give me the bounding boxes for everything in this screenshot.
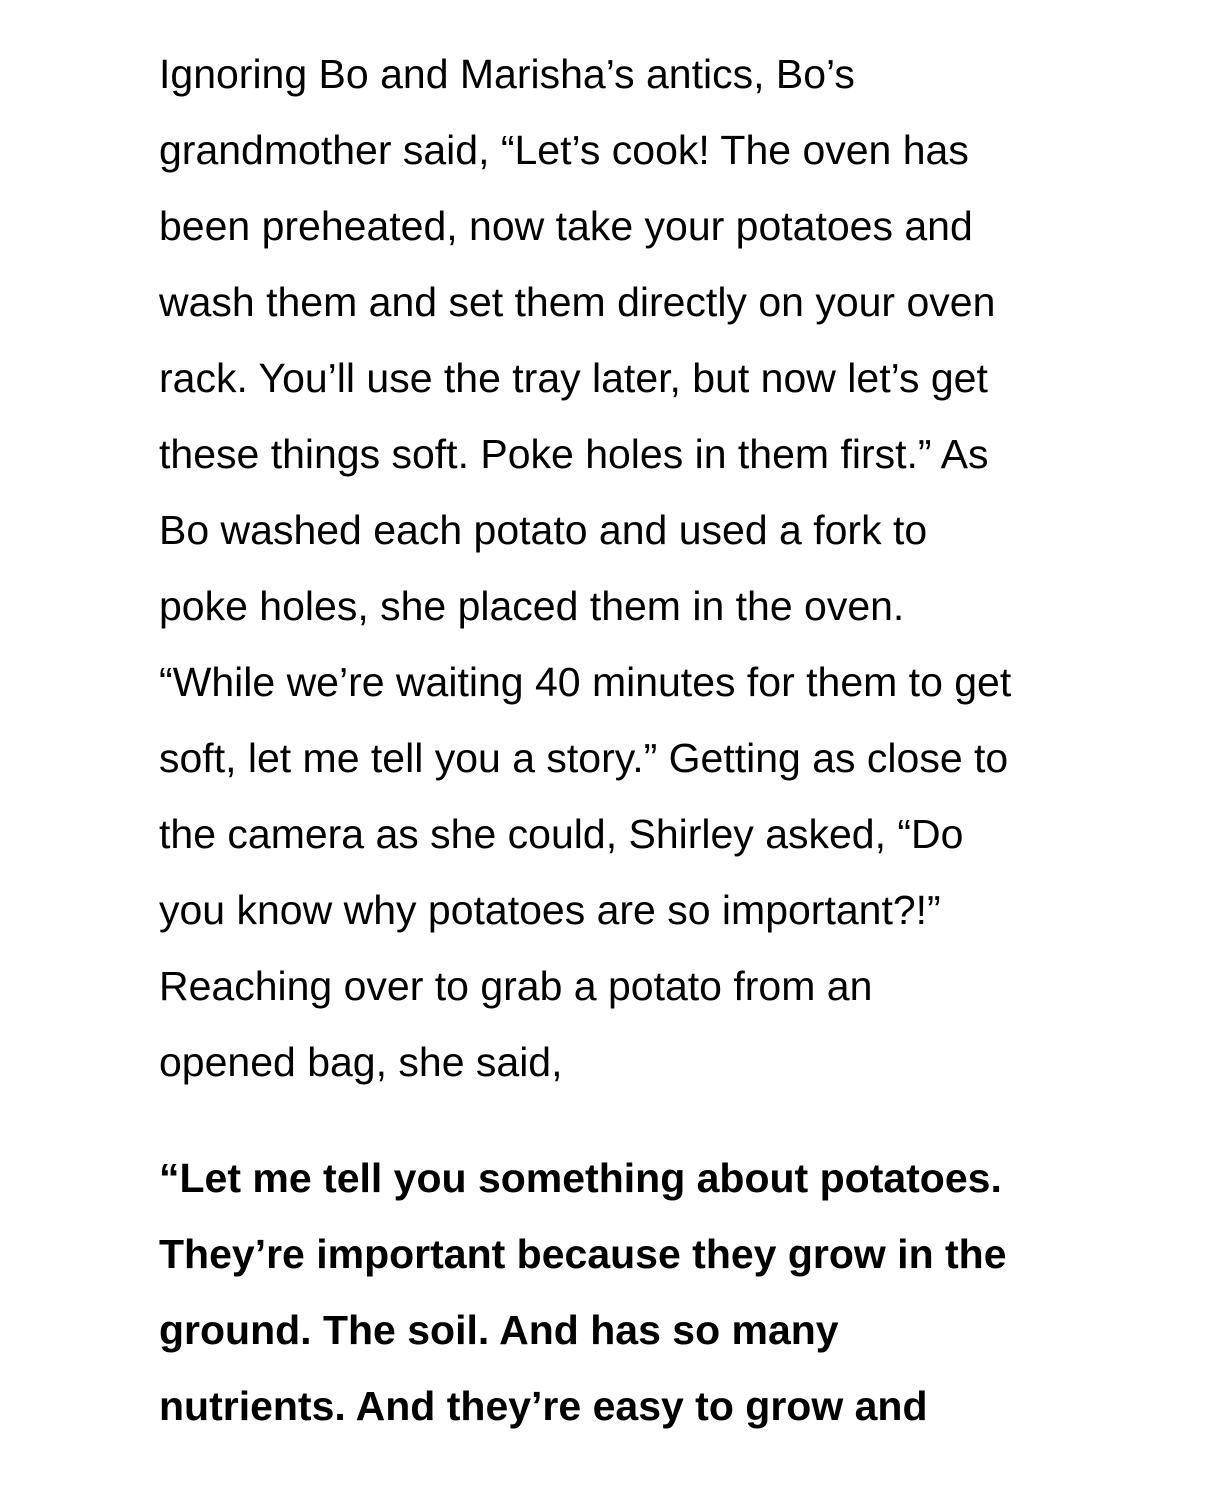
narrative-paragraph (159, 36, 1119, 1100)
text-line: been preheated, now take your potatoes and (159, 203, 973, 249)
text-line: nutrients. And they’re easy to grow and (159, 1383, 928, 1429)
text-line: Ignoring Bo and Marisha’s antics, Bo’s (159, 51, 855, 97)
text-line: “Let me tell you something about potatoes. (159, 1155, 1002, 1201)
text-line: Bo washed each potato and used a fork to (159, 507, 928, 553)
text-line: grandmother said, “Let’s cook! The oven has (159, 127, 969, 173)
text-line: these things soft. Poke holes in them first.” As (159, 431, 989, 477)
text-line: wash them and set them directly on your oven (159, 279, 996, 325)
text-line: poke holes, she placed them in the oven. (159, 583, 905, 629)
text-line: soft, let me tell you a story.” Getting as close to (159, 735, 1009, 781)
text-line: the camera as she could, Shirley asked, “Do (159, 811, 964, 857)
text-line: opened bag, she said, (159, 1039, 563, 1085)
bold-quote-paragraph (159, 1140, 1119, 1444)
text-line: They’re important because they grow in the (159, 1231, 1007, 1277)
text-line: rack. You’ll use the tray later, but now let’s get (159, 355, 988, 401)
text-line: Reaching over to grab a potato from an (159, 963, 873, 1009)
text-line: you know why potatoes are so important?!” (159, 887, 941, 933)
text-line: ground. The soil. And has so many (159, 1307, 839, 1353)
text-line: “While we’re waiting 40 minutes for them to get (159, 659, 1012, 705)
